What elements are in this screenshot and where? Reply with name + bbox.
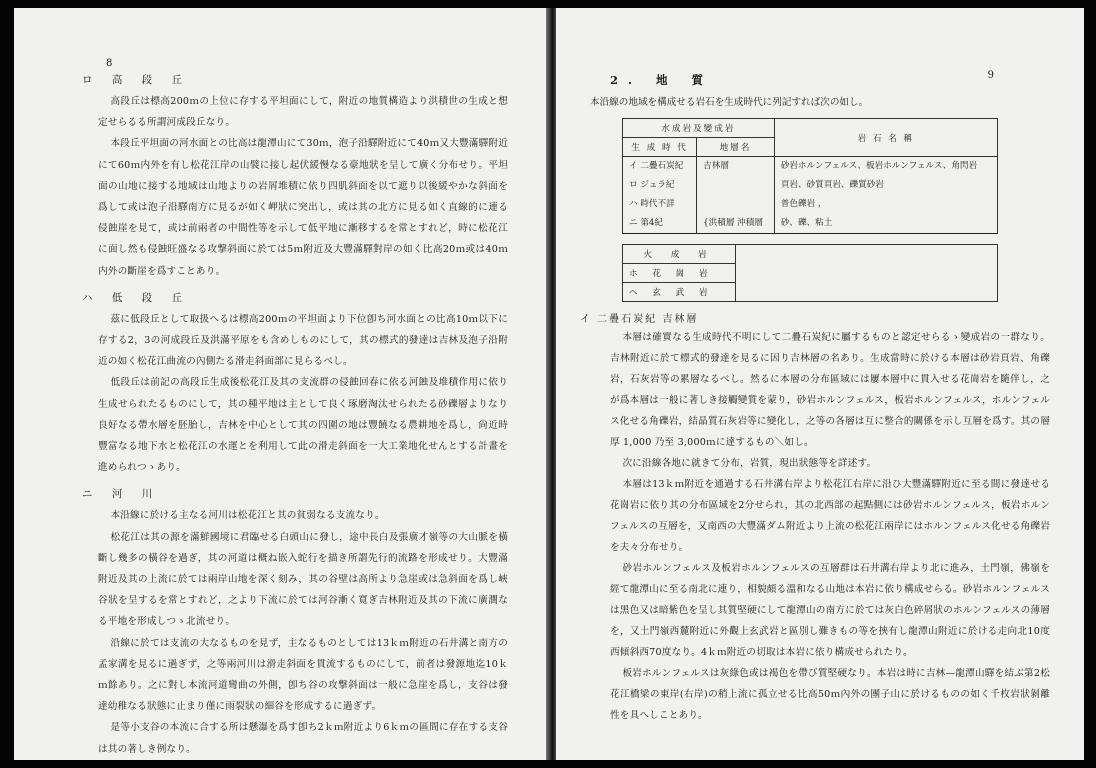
chapter-heading: 2. 地 質 — [610, 73, 714, 87]
rock-cell: 普色礫岩 ， — [774, 195, 997, 214]
paragraph: 是等小支谷の本流に合する所は懸瀑を爲す卽ち2ｋｍ附近より6ｋｍの區間に存在する支谷は其の著しき例なり。 — [98, 722, 508, 755]
igneous-table — [622, 244, 998, 302]
paragraph: 砂岩ホルンフェルス及板岩ホルンフェルスの互層群は石井溝右岸より北に進み，土門嶺，佛嶺を經て龍潭山に至る南北に連り，相貌頗る溫和なる山地は本岩に依り構成せらる。砂岩ホルンフェルスは黑色又は暗紫色を呈し其質堅硬にして龍潭山の南方に於ては灰白色碎屑狀のホルンフェルスの薄層を，又土門嶺西麓附近に外觀上玄武岩と區別し難きもの等を挾有し龍潭山附近に於ける走向北10度西傾斜西70度なり。4ｋｍ附近の切取は本岩に依り構成せられたり。 — [610, 563, 1050, 658]
table-header-group: 地層名 — [697, 138, 775, 157]
table-row — [623, 176, 998, 195]
group-cell: {洪積層 沖積層 — [697, 214, 775, 234]
left-page — [14, 8, 548, 760]
table-row — [623, 157, 998, 177]
intro-text: 本沿線の地域を構成せる岩石を生成時代に列記すれば次の如し。 — [590, 97, 869, 108]
rock-cell: 砂、礫、粘土 — [774, 214, 997, 234]
paragraph: 松花江は其の源を滿鮮國境に君臨せる白頭山に發し，途中長白及張廣才嶺等の大山脈を橫斷し幾多の橫谷を過ぎ，其の河道は概ね嵌入蛇行を描き所謂先行的流路を形成せり。大豐滿附近及其の上流に於ては兩岸山地を深く刻み，其の谷壁は高所より急崖或は急斜面を爲し峽谷狀を呈するを常とすれど，之より下流に於ては河谷漸く寬ぎ吉林附近及其の下流に廣濶なる平地を形成しつゝ北流せり。 — [98, 531, 508, 628]
igneous-row: ヘ 玄 武 岩 — [623, 283, 736, 302]
section-heading: ハ 低 段 丘 — [82, 291, 191, 304]
igneous-row: ホ 花 崗 岩 — [623, 264, 736, 283]
paragraph: 本層は確實なる生成時代不明にして二疊石炭紀に屬するものと認定せらるゝ變成岩の一群なり。吉林附近に於て標式的發達を見るに因り吉林層の名あり。生成當時に於ける本層は砂岩頁岩、角礫岩，石灰岩等の累層なるべし。然るに本層の分布區域には屢本層中に貫入せる花崗岩を隨伴し，之が爲本層は一般に著しき接觸變質を蒙り，砂岩ホルンフェルス，板岩ホルンフェルス，ホルンフェルス化せる角礫岩，結晶質石灰岩等に變化し，之等の各層は互に整合的關係を示し互層を爲す。其の層厚 1,000 乃至 3,000ｍに達するもの＼如し。 — [610, 332, 1050, 448]
section-heading: ロ 高 段 丘 — [82, 74, 191, 86]
blank-cell — [736, 245, 998, 302]
page-number: 9 — [987, 70, 994, 81]
section-high-terrace — [82, 72, 508, 282]
group-cell — [697, 195, 775, 214]
section-heading: イ 二疊石炭紀 吉林層 — [580, 314, 699, 325]
paragraph: 茲に低段丘として取扱へるは標高200ｍの平坦面より下位卽ち河水面との比高10ｍ以下に存する2，3の河成段丘及洪滿平原をも含めしものにして，其の標式的發達は吉林及泡子沿附近の如く松花江曲流の內側たる滑走斜面部に見らるべし。 — [98, 313, 508, 368]
paragraph: 次に沿線各地に就きて分布，岩質，現出狀態等を詳述す。 — [622, 458, 877, 469]
age-cell: ハ 時代不詳 — [623, 195, 697, 214]
right-page — [556, 8, 1084, 760]
table-header-age: 生 成 時 代 — [623, 138, 697, 157]
section-low-terrace — [82, 290, 508, 479]
paragraph: 本層は13ｋｍ附近を通過する石井溝右岸より松花江右岸に沿ひ大豐滿驛附近に至る間に發達せる花崗岩に依り其の分布區域を2分せられ，其の北西部の起點側には砂岩ホルンフェルス，板岩ホルンフェルスの互層を，又南西の大豐滿ダム附近より上流の松花江兩岸にはホルンフェルス化せる角礫岩を夫々分布せり。 — [610, 479, 1050, 553]
paragraph: 沿線に於ては支流の大なるものを見ず，主なるものとしては13ｋｍ附近の石井溝と南方の孟家溝を見るに過ぎず，之等兩河川は滑走斜面を貫流するものにして，前者は發源地迄10ｋｍ餘あり。之に對し本流河道彎曲の外側，卽ち谷の攻撃斜面は一般に急崖を爲し，支谷は發達幼稚なる狀態に止まり僅に雨裂狀の細谷を形成するに過ぎず。 — [98, 637, 508, 713]
table-header-rock: 岩 石 名 稱 — [774, 119, 997, 157]
group-cell: 吉林層 — [697, 157, 775, 177]
section-rivers — [82, 486, 508, 759]
igneous-header: 火 成 岩 — [623, 245, 736, 264]
age-cell: ニ 第4紀 — [623, 214, 697, 234]
table-row — [623, 214, 998, 234]
paragraph: 本沿線に於ける主なる河川は松花江と其の貧弱なる支流なり。 — [110, 510, 385, 522]
table-row — [623, 195, 998, 214]
paragraph: 低段丘は前記の高段丘生成後松花江及其の支流群の侵蝕回春に依る河蝕及堆積作用に依り生成せられたるものにして，其の種平地は主として良く琢磨淘汰せられたる砂礫層よりなり良好なる帶水層を胚胎し，吉林を中心として其の四圍の地は豐饒なる農耕地を爲し，尙近時豐富なる地下水と松花江の水運とを利用して此の滑走斜面を一大工業地化せんとする計畫を進められつゝあり。 — [98, 377, 508, 474]
paragraph: 板岩ホルンフェルスは灰綠色或は褐色を帶び質堅硬なり。本岩は時に吉林—龍潭山驛を結ぶ第2松花江橋梁の東岸(右岸)の稍上流に孤立せる比高50ｍ內外の團子山に於けるものの如く千枚岩狀剝離性を具へしことあり。 — [610, 668, 1050, 721]
paragraph: 高段丘は標高200ｍの上位に存する平坦面にして，附近の地質構造より洪積世の生成と想定せらるる所謂河成段丘なり。 — [98, 96, 508, 129]
section-heading: ニ 河 川 — [82, 488, 161, 501]
age-cell: ロ ジュラ紀 — [623, 176, 697, 195]
group-cell — [697, 176, 775, 195]
geology-table — [622, 118, 998, 234]
table-group-header: 水成岩及變成岩 — [623, 119, 775, 138]
rock-cell: 頁岩、砂質頁岩、礫質砂岩 — [774, 176, 997, 195]
paragraph: 本段丘平坦面の河水面との比高は龍潭山にて30ｍ，泡子沿驛附近にて40ｍ又大豐滿驛附近にて60ｍ内外を有し松花江岸の山襞に接し起伏緩慢なる豪地狀を呈して廣く分布せり。平坦面の山地に接する地域は山地よりの岩屑堆積に依り四肌斜面を以て遮り以後緩やかな斜面を爲して或は泡子沿驛南方に見るが如く岬狀に突出し，或は其の北方に見る如く直線的に連る侵蝕崖を見て，或は前兩者の中間性等を示して低平地に漸移するを常とすれど，時に松花江に面し然も侵蝕旺盛なる攻撃斜面に於ては5ｍ附近及大豐滿驛對岸の如く比高20ｍ或は40ｍ内外の斷崖を爲すことあり。 — [98, 138, 508, 277]
age-cell: イ 二疊石炭紀 — [623, 157, 697, 177]
page-number: 8 — [106, 58, 113, 69]
rock-cell: 砂岩ホルンフェルス、板岩ホルンフェルス、角閃岩 — [774, 157, 997, 177]
